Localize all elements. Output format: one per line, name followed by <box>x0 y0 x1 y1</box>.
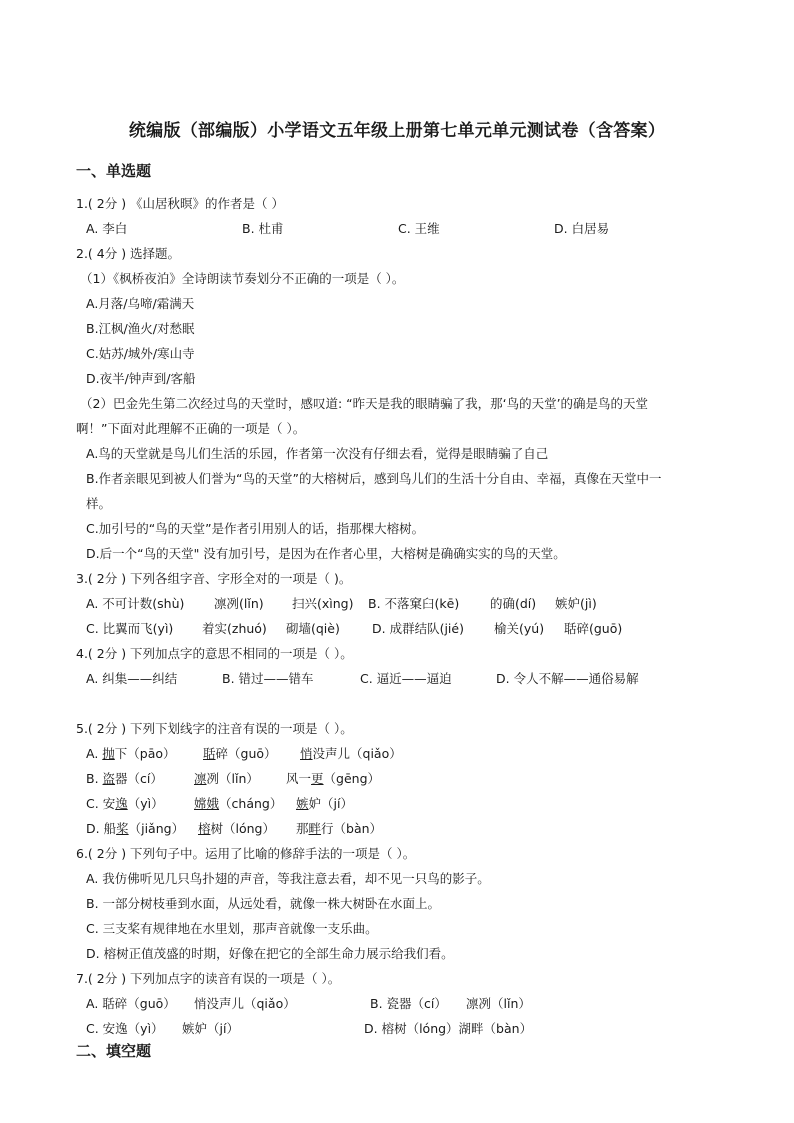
question-3-stem: 3.( 2分 ) 下列各组字音、字形全对的一项是（ )。 <box>76 571 352 586</box>
question-2-stem: 2.( 4分 ) 选择题。 <box>76 246 181 261</box>
q6-option-c: C. 三支桨有规律地在水里划，那声音就像一支乐曲。 <box>86 921 378 936</box>
q2-sub2-option-c: C.加引号的“鸟的天堂”是作者引用别人的话，指那棵大榕树。 <box>86 521 425 536</box>
q3-row1-item: 的确(dí) <box>490 596 537 611</box>
question-6-stem: 6.( 2分 ) 下列句子中。运用了比喻的修辞手法的一项是（ ）。 <box>76 846 416 861</box>
q2-sub1-option-b: B.江枫/渔火/对愁眠 <box>86 321 195 336</box>
q5-option-d-item: 那畔行（bàn） <box>296 821 383 836</box>
q3-row2-item: 聒碎(guō) <box>564 621 623 636</box>
question-1-stem: 1.( 2分 ) 《山居秋暝》的作者是（ ） <box>76 196 285 211</box>
q5-option-a-item: 悄没声儿（qiǎo） <box>300 746 402 761</box>
q4-option-d: D. 令人不解——通俗易解 <box>496 671 639 686</box>
q5-option-a-item: 聒碎（guō） <box>203 746 277 761</box>
q3-row2-item: 着实(zhuó) <box>202 621 267 636</box>
q2-sub1-option-a: A.月落/乌啼/霜满天 <box>86 296 195 311</box>
q2-sub2-option-b-line2: 样。 <box>86 496 112 511</box>
question-7-stem: 7.( 2分 ) 下列加点字的读音有误的一项是（ ）。 <box>76 971 341 986</box>
question-4-stem: 4.( 2分 ) 下列加点字的意思不相同的一项是（ ）。 <box>76 646 353 661</box>
q4-option-b: B. 错过——错车 <box>222 671 314 686</box>
q2-sub2-stem-line1: （2）巴金先生第二次经过鸟的天堂时，感叹道: “昨天是我的眼睛骗了我，那‘鸟的天堂’的确是鸟的天堂 <box>80 396 649 411</box>
q4-option-a: A. 纠集——纠结 <box>86 671 178 686</box>
q3-row2-item: D. 成群结队(jié) <box>372 621 464 636</box>
q7-option-b: B. 瓷器（cí） <box>370 996 447 1011</box>
q7-option-b-item: 凛冽（lǐn） <box>466 996 531 1011</box>
q5-option-a: A. 抛下（pāo） <box>86 746 176 761</box>
q5-option-c: C. 安逸（yì） <box>86 796 164 811</box>
q3-row1-item: A. 不可计数(shù) <box>86 596 185 611</box>
q2-sub2-option-a: A.鸟的天堂就是鸟儿们生活的乐园，作者第一次没有仔细去看，觉得是眼睛骗了自己 <box>86 446 549 461</box>
q6-option-b: B. 一部分树枝垂到水面，从远处看，就像一株大树卧在水面上。 <box>86 896 441 911</box>
q1-option-d: D. 白居易 <box>554 221 610 236</box>
q2-sub2-stem-line2: 啊！”下面对此理解不正确的一项是（ ）。 <box>76 421 306 436</box>
q7-option-a-item: 悄没声儿（qiǎo） <box>194 996 296 1011</box>
q6-option-d: D. 榕树正值茂盛的时期，好像在把它的全部生命力展示给我们看。 <box>86 946 454 961</box>
q1-option-c: C. 王维 <box>398 221 440 236</box>
q5-option-d-item: 榕树（lóng） <box>198 821 275 836</box>
q3-row2-item: 榆关(yú) <box>494 621 545 636</box>
q7-option-a: A. 聒碎（guō） <box>86 996 176 1011</box>
q3-row2-item: C. 比翼而飞(yì) <box>86 621 174 636</box>
q2-sub1-option-d: D.夜半/钟声到/客船 <box>86 371 196 386</box>
q7-option-c: C. 安逸（yì） <box>86 1021 164 1036</box>
q5-option-b: B. 盗器（cí） <box>86 771 163 786</box>
q2-sub1-stem: （1）《枫桥夜泊》全诗朗读节奏划分不正确的一项是（ ）。 <box>80 271 405 286</box>
page-title: 统编版（部编版）小学语文五年级上册第七单元单元测试卷（含答案） <box>128 121 666 141</box>
q3-row1-item: B. 不落窠臼(kē) <box>368 596 460 611</box>
q2-sub2-option-b-line1: B.作者亲眼见到被人们誉为“鸟的天堂”的大榕树后，感到鸟儿们的生活十分自由、幸福，真像在天堂中一 <box>86 471 662 486</box>
q4-option-c: C. 逼近——逼迫 <box>360 671 452 686</box>
q2-sub2-option-d: D.后一个“鸟的天堂" 没有加引号，是因为在作者心里，大榕树是确确实实的鸟的天堂。 <box>86 546 566 561</box>
section-heading-single-choice: 一、单选题 <box>76 162 152 180</box>
q7-option-d: D. 榕树（lóng）湖畔（bàn） <box>364 1021 533 1036</box>
q1-option-b: B. 杜甫 <box>242 221 284 236</box>
q3-row1-item: 嫉妒(jì) <box>555 596 597 611</box>
q3-row1-item: 凛冽(lǐn) <box>214 596 264 611</box>
q5-option-d: D. 船桨（jiǎng） <box>86 821 185 836</box>
q5-option-b-item: 凛冽（lǐn） <box>194 771 259 786</box>
q1-option-a: A. 李白 <box>86 221 128 236</box>
q3-row2-item: 砌墙(qiè) <box>286 621 340 636</box>
q5-option-c-item: 嫉妒（jí） <box>296 796 353 811</box>
q2-sub1-option-c: C.姑苏/城外/寒山寺 <box>86 346 195 361</box>
section-heading-fill-blank: 二、填空题 <box>76 1042 152 1060</box>
q7-option-c-item: 嫉妒（jí） <box>182 1021 239 1036</box>
q5-option-b-item: 风一更（gēng） <box>286 771 381 786</box>
q3-row1-item: 扫兴(xìng) <box>292 596 354 611</box>
q5-option-c-item: 嫦娥（cháng） <box>194 796 283 811</box>
question-5-stem: 5.( 2分 ) 下列下划线字的注音有误的一项是（ ）。 <box>76 721 353 736</box>
q6-option-a: A. 我仿佛听见几只鸟扑翅的声音，等我注意去看，却不见一只鸟的影子。 <box>86 871 490 886</box>
